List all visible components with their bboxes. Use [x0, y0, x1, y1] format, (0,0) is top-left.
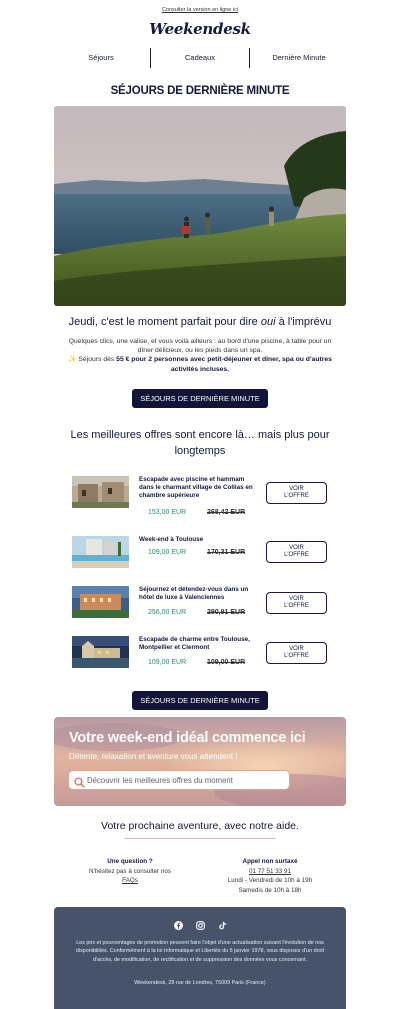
view-offer-label: VOIR	[289, 646, 304, 652]
tagline	[0, 316, 400, 328]
nav-item-sejours[interactable]: Séjours	[88, 53, 114, 62]
view-offer-button[interactable]	[266, 482, 327, 504]
view-offer-label: L'OFFRE	[284, 603, 309, 610]
offer-price: 153,00 EUR	[148, 509, 187, 516]
footer	[54, 907, 346, 1009]
view-offer-label: VOIR	[289, 545, 304, 551]
online-version-link[interactable]: Consulter la version en ligne ici	[161, 7, 239, 13]
intro-description	[60, 337, 340, 374]
social-links	[54, 917, 346, 926]
intro-line-2: Séjours dès	[76, 356, 117, 364]
facebook-icon[interactable]	[174, 917, 183, 926]
top-nav	[52, 48, 348, 68]
offer-old-price: 170,31 EUR	[207, 549, 246, 556]
view-offer-label: L'OFFRE	[284, 552, 309, 559]
legal-notice: Les prix et pourcentages de promotion peuvent faire l'objet d'une actualisation suivant l'évolution de nos disponibilités. Conformément à la loi Informatique et Libertés du 6 janvier 1978, vous disposez d'un droit d'accès, de modification, de rectification et de suppression des données vous concernant.	[75, 940, 325, 963]
view-offer-label: L'OFFRE	[284, 493, 309, 500]
hero-image[interactable]	[54, 106, 346, 306]
view-offer-button[interactable]	[266, 592, 327, 614]
search-icon	[74, 775, 85, 793]
next-adventure-text: Votre prochaine aventure, avec notre aide.	[101, 820, 299, 832]
search-input[interactable]	[87, 774, 282, 787]
offer-old-price: 290,91 EUR	[207, 609, 246, 616]
page-title: SÉJOURS DE DERNIÈRE MINUTE	[110, 85, 290, 97]
offer-title[interactable]: Escapade de charme entre Toulouse, Montpellier et Clermont	[139, 636, 250, 652]
offer-old-price: 109,00 EUR	[207, 659, 246, 666]
banner-subtitle: Détente, relaxation et aventure vous attendent !	[69, 752, 238, 761]
question-title: Une question ?	[107, 858, 153, 865]
offer-card[interactable]	[72, 536, 328, 572]
offer-thumbnail[interactable]	[72, 476, 129, 508]
offer-card[interactable]	[72, 636, 328, 672]
offer-price: 109,00 EUR	[148, 549, 187, 556]
offer-card[interactable]	[72, 586, 328, 622]
opening-hours-weekdays: Lundi - Vendredi de 10h à 19h	[227, 877, 313, 885]
view-offer-button[interactable]	[266, 541, 327, 563]
nav-item-cadeaux[interactable]: Cadeaux	[184, 53, 216, 62]
last-minute-cta-button[interactable]: SÉJOURS DE DERNIÈRE MINUTE	[132, 389, 268, 408]
offer-price: 109,00 EUR	[148, 659, 187, 666]
offer-title[interactable]: Week-end à Toulouse	[139, 536, 204, 543]
phone-title: Appel non surtaxé	[242, 858, 298, 865]
offer-thumbnail[interactable]	[72, 636, 129, 668]
tagline-emphasis: oui	[260, 316, 276, 328]
contact-phone	[210, 857, 330, 895]
tagline-text: Jeudi, c'est le moment parfait pour dire	[68, 316, 261, 328]
offer-price: 256,00 EUR	[148, 609, 187, 616]
sparkles-icon: ✨	[68, 356, 77, 364]
nav-item-derniere-minute[interactable]: Dernière Minute	[272, 53, 326, 62]
banner-title: Votre week-end idéal commence ici	[69, 730, 306, 746]
question-text: N'hésitez pas à consulter nos	[88, 867, 172, 875]
offer-thumbnail[interactable]	[72, 586, 129, 618]
contact-question	[70, 857, 190, 886]
opening-hours-saturday: Samedis de 10h à 18h	[238, 886, 302, 894]
company-address: Weekendesk, 28 rue de Londres, 75009 Paris (France)	[134, 980, 266, 986]
offer-card[interactable]	[72, 476, 328, 516]
view-offer-label: VOIR	[289, 486, 304, 492]
search-field[interactable]	[68, 770, 290, 790]
view-offer-label: L'OFFRE	[284, 653, 309, 660]
offer-title[interactable]: Séjournez et détendez-vous dans un hôtel de luxe à Valenciennes	[139, 586, 249, 602]
offer-thumbnail[interactable]	[72, 536, 129, 568]
intro-line-1: Quelques clics, une valise, et vous voilà ailleurs : au bord d'une piscine, à table pour un dîner délicieux, ou les pieds dans un spa.	[68, 338, 332, 355]
phone-number-link[interactable]: 01 77 51 33 91	[248, 867, 292, 875]
faq-link[interactable]: FAQs	[122, 877, 138, 885]
view-offer-label: VOIR	[289, 596, 304, 602]
divider	[124, 838, 276, 839]
instagram-icon[interactable]	[196, 917, 205, 926]
last-minute-cta-button-secondary[interactable]: SÉJOURS DE DERNIÈRE MINUTE	[132, 691, 268, 710]
weekendesk-logo[interactable]: Weekendesk	[149, 20, 251, 38]
intro-line-2-bold: 55 € pour 2 personnes avec petit-déjeuner et dîner, spa ou d'autres activités incluses.	[116, 356, 332, 373]
offer-old-price: 268,42 EUR	[207, 509, 246, 516]
offer-title[interactable]: Escapade avec piscine et hammam dans le charmant village de Collias en chambre supérieure	[139, 476, 253, 500]
search-banner	[54, 717, 346, 806]
tagline-text-end: à l'imprévu	[275, 316, 332, 328]
tiktok-icon[interactable]	[218, 917, 227, 926]
offers-section-title: Les meilleures offres sont encore là… mais plus pour longtemps	[70, 429, 330, 457]
view-offer-button[interactable]	[266, 642, 327, 664]
